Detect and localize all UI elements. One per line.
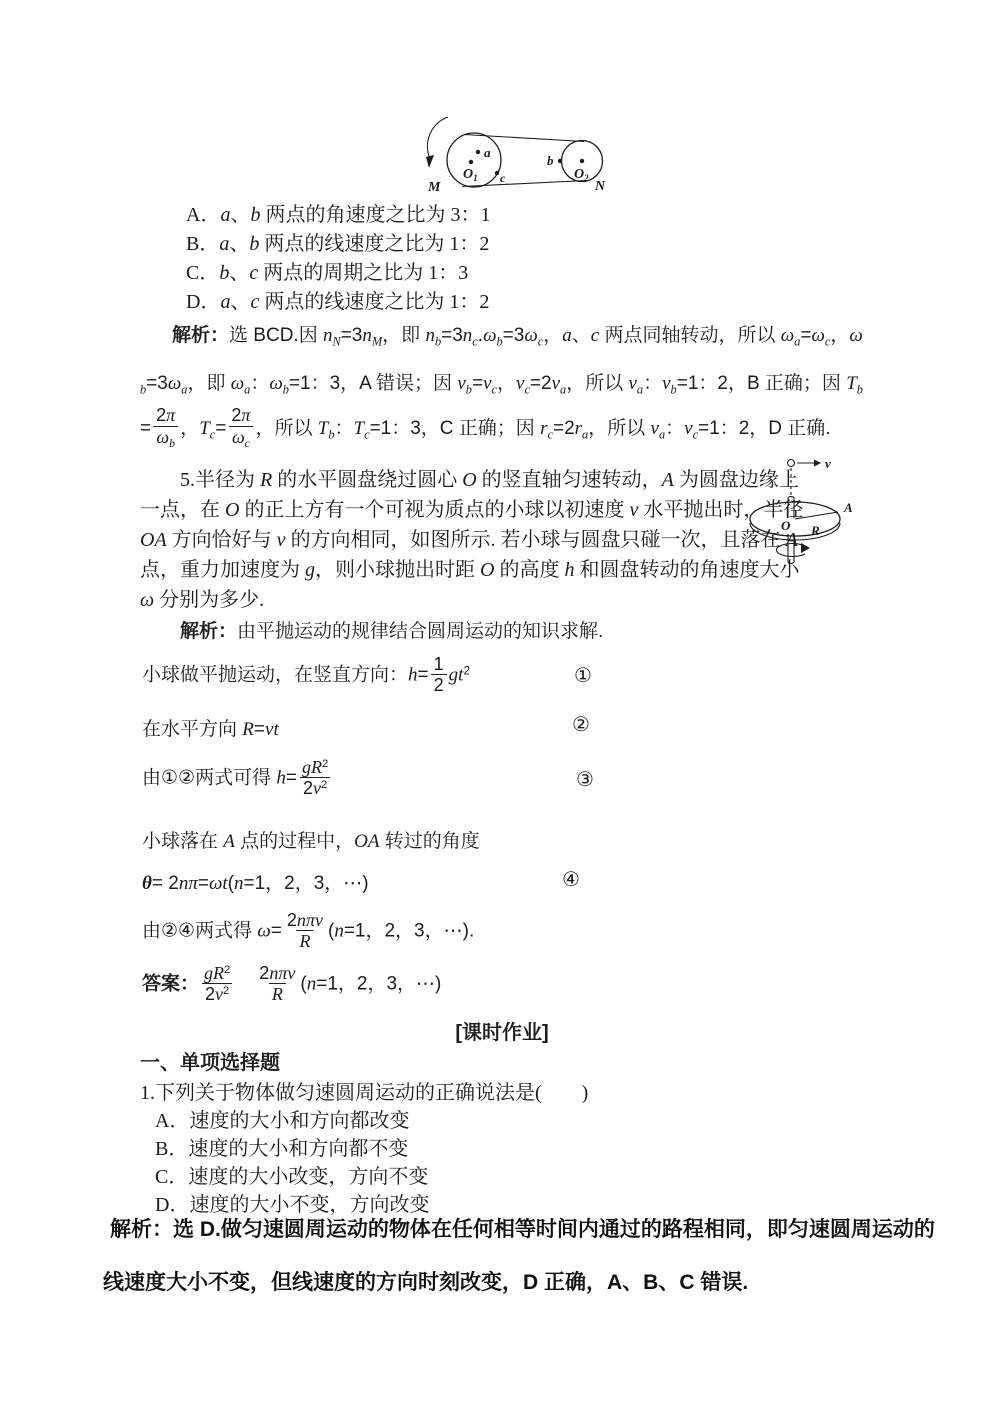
q1-option-b: B．速度的大小和方向都不变 xyxy=(155,1138,409,1160)
q5-angle-line: 小球落在 A 点的过程中，OA 转过的角度 xyxy=(142,831,480,852)
label-point-a: A xyxy=(844,500,853,515)
label-wheel-n: N xyxy=(595,179,606,194)
label-point-c: c xyxy=(500,171,506,185)
equation-1: 小球做平抛运动，在竖直方向：h= $\frac{1}{2}$ $gt^2$ xyxy=(142,653,470,696)
disk-figure xyxy=(745,448,865,583)
label-point-a: a xyxy=(484,145,491,160)
point-dot-c xyxy=(495,171,499,175)
spin-arrowhead xyxy=(801,543,810,553)
spin-arrow-icon xyxy=(776,544,805,557)
equation-tag-4: ④ xyxy=(562,869,580,891)
q5-text-line-4: 点，重力加速度为 g，则小球抛出时距 O 的高度 h 和圆盘转动的角速度大小 xyxy=(140,559,800,581)
point-dot-o1 xyxy=(469,160,473,164)
equation-tag-3: ③ xyxy=(576,769,594,791)
point-dot-a xyxy=(476,150,480,154)
q4-option-d: D．a、c 两点的线速度之比为 1：2 xyxy=(186,291,490,313)
label-center-o1: $O_1$ xyxy=(463,167,478,183)
q4-option-c: C．b、c 两点的周期之比为 1：3 xyxy=(186,262,469,284)
q1-stem: 1.下列关于物体做匀速圆周运动的正确说法是( ) xyxy=(140,1082,589,1104)
label-radius-r: R xyxy=(811,523,820,538)
q4-analysis-line-2: $_b=3\omega_a$，即 $\omega_a$：$\omega_b=1$：3，A 错误；因 $v_b=v_c$，$v_c=2v_a$，所以 $v_a$：$v_b=1$：2，B 正确；因 $T_b$ xyxy=(140,373,863,397)
equation-5: 由②④两式得 ω= $\frac{\text{2nπv}}{R}$ (n=1，2，3，⋯). xyxy=(142,909,475,952)
label-center-o: O xyxy=(781,518,791,533)
point-dot-b xyxy=(558,159,562,163)
q5-answer-line: 答案： $\frac{gR^2}{2v^2}$ $\frac{\text{2nπv}}{R}$ (n=1，2，3，⋯) xyxy=(142,962,442,1005)
label-center-o2: $O_2$ xyxy=(574,167,589,183)
q4-option-b: B．a、b 两点的线速度之比为 1：2 xyxy=(186,233,490,255)
axle-cap xyxy=(788,497,794,498)
q1-option-d: D．速度的大小不变，方向改变 xyxy=(155,1194,430,1216)
label-wheel-m: M xyxy=(428,180,441,195)
q4-analysis-line-1: 解析：选 BCD.因 $n_N=3n_M$，即 $n_b=3n_c.\omega_b=3\omega_c$，a、c 两点同轴转动，所以 $\omega_a=\omega_c$，ω xyxy=(172,325,863,349)
q1-analysis-line-2: 线速度大小不变，但线速度的方向时刻改变，D 正确，A、B、C 错误. xyxy=(103,1271,749,1294)
q5-text-line-2: 一点，在 O 的正上方有一个可视为质点的小球以初速度 v 水平抛出时，半径 xyxy=(140,499,804,521)
label-velocity-v: v xyxy=(825,456,831,471)
q4-option-a: A．a、b 两点的角速度之比为 3：1 xyxy=(186,204,491,226)
q1-option-c: C．速度的大小改变，方向不变 xyxy=(155,1166,429,1188)
pulley-figure xyxy=(418,112,624,204)
ball xyxy=(788,460,795,467)
rotation-arrow-icon xyxy=(427,117,448,159)
q5-text-line-1: 5.半径为 R 的水平圆盘绕过圆心 O 的竖直轴匀速转动，A 为圆盘边缘上 xyxy=(180,469,799,491)
equation-2: 在水平方向 R=vt xyxy=(142,719,279,740)
equation-tag-2: ② xyxy=(572,714,590,736)
q5-analysis-intro: 解析：由平抛运动的规律结合圆周运动的知识求解. xyxy=(180,621,604,642)
q1-option-a: A．速度的大小和方向都改变 xyxy=(155,1110,410,1132)
q5-text-line-5: ω 分别为多少. xyxy=(140,589,265,611)
q5-text-line-3: OA 方向恰好与 v 的方向相同，如图所示. 若小球与圆盘只碰一次，且落在 A xyxy=(140,529,798,551)
point-dot-o2 xyxy=(580,159,584,163)
equation-4: θ= 2nπ=ωt(n=1，2，3，⋯) xyxy=(142,873,369,894)
equation-3: 由①②两式可得 h= $\frac{gR^2}{2v^2}$ xyxy=(142,756,329,799)
label-point-b: b xyxy=(547,153,554,168)
velocity-arrowhead xyxy=(814,460,821,467)
equation-tag-1: ① xyxy=(574,665,592,687)
q4-analysis-line-3: = $\frac{2\pi}{\omega_b}$ ，$T_c=$ $\frac{2\pi}{\omega_c}$ ，所以 $T_b$：$T_c=1$：3，C 正确；因 $r_c=2r_a$，所以 $v_a$：$v_c=1$：2，D 正确. xyxy=(140,405,831,450)
rotation-arrowhead xyxy=(426,155,434,168)
section-title: 一、单项选择题 xyxy=(140,1052,280,1074)
q1-analysis-line-1: 解析：选 D.做匀速圆周运动的物体在任何相等时间内通过的路程相同，即匀速圆周运动的 xyxy=(110,1218,935,1241)
belt-line-top xyxy=(464,135,584,142)
radius-line xyxy=(795,512,838,519)
homework-header: [课时作业] xyxy=(455,1022,549,1044)
axle-bottom-cap xyxy=(788,562,794,563)
